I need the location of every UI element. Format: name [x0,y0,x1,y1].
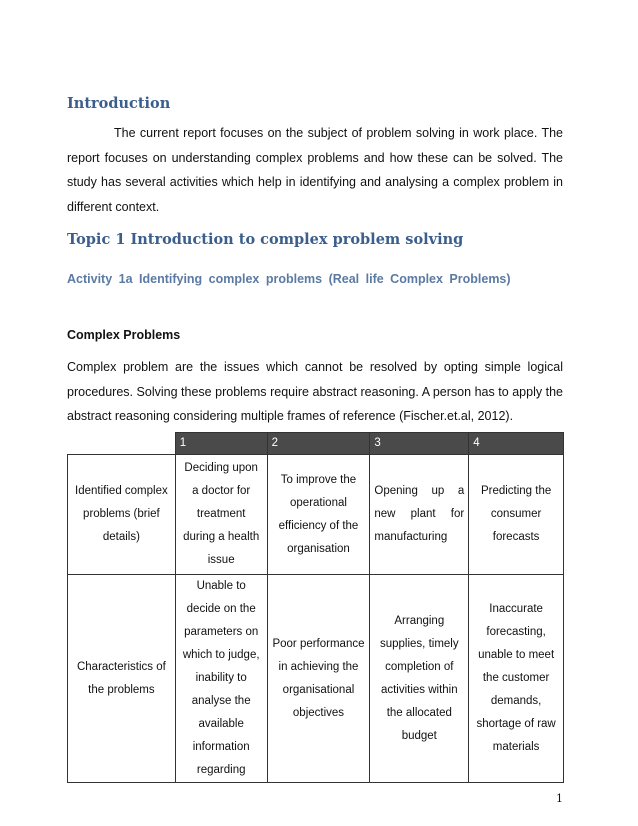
table-cell: Predicting the consumer forecasts [469,455,564,575]
introduction-paragraph: The current report focuses on the subject of problem solving in work place. The report focuses on understanding complex problems and how these can be solved. The study has several activities which help in identifying and analysing a complex problem in different context. [67,126,563,214]
table-header-row [68,433,564,455]
table-cell: Poor performance in achieving the organisational objectives [267,575,370,783]
row-label: Characteristics of the problems [68,575,176,783]
introduction-heading: Introduction [67,95,171,112]
table-cell: Opening up a new plant for manufacturing [370,455,469,575]
activity-heading: Activity 1a Identifying complex problems (Real life Complex Problems) [67,272,511,286]
table-row [68,455,564,575]
table-header-cell [68,433,176,455]
table-cell: Arranging supplies, timely completion of activities within the allocated budget [370,575,469,783]
row-label: Identified complex problems (brief details) [68,455,176,575]
complex-problems-heading: Complex Problems [67,328,181,342]
table-header-cell: 1 [175,433,267,455]
table-header-cell: 3 [370,433,469,455]
topic-heading: Topic 1 Introduction to complex problem solving [67,231,464,248]
table-row [68,575,564,783]
table-cell: Unable to decide on the parameters on which to judge, inability to analyse the available information regarding [175,575,267,783]
table-cell: Deciding upon a doctor for treatment during a health issue [175,455,267,575]
page-number: 1 [556,792,563,805]
table-cell: To improve the operational efficiency of the organisation [267,455,370,575]
table-header-cell: 2 [267,433,370,455]
table-header-cell: 4 [469,433,564,455]
complex-problems-paragraph: Complex problem are the issues which cannot be resolved by opting simple logical procedures. Solving these problems require abstract reasoning. A person has to apply the abstract reasoning considering multiple frames of reference (Fischer.et.al, 2012). [67,360,563,423]
table-cell: Inaccurate forecasting, unable to meet the customer demands, shortage of raw materials [469,575,564,783]
problems-table [67,432,564,783]
